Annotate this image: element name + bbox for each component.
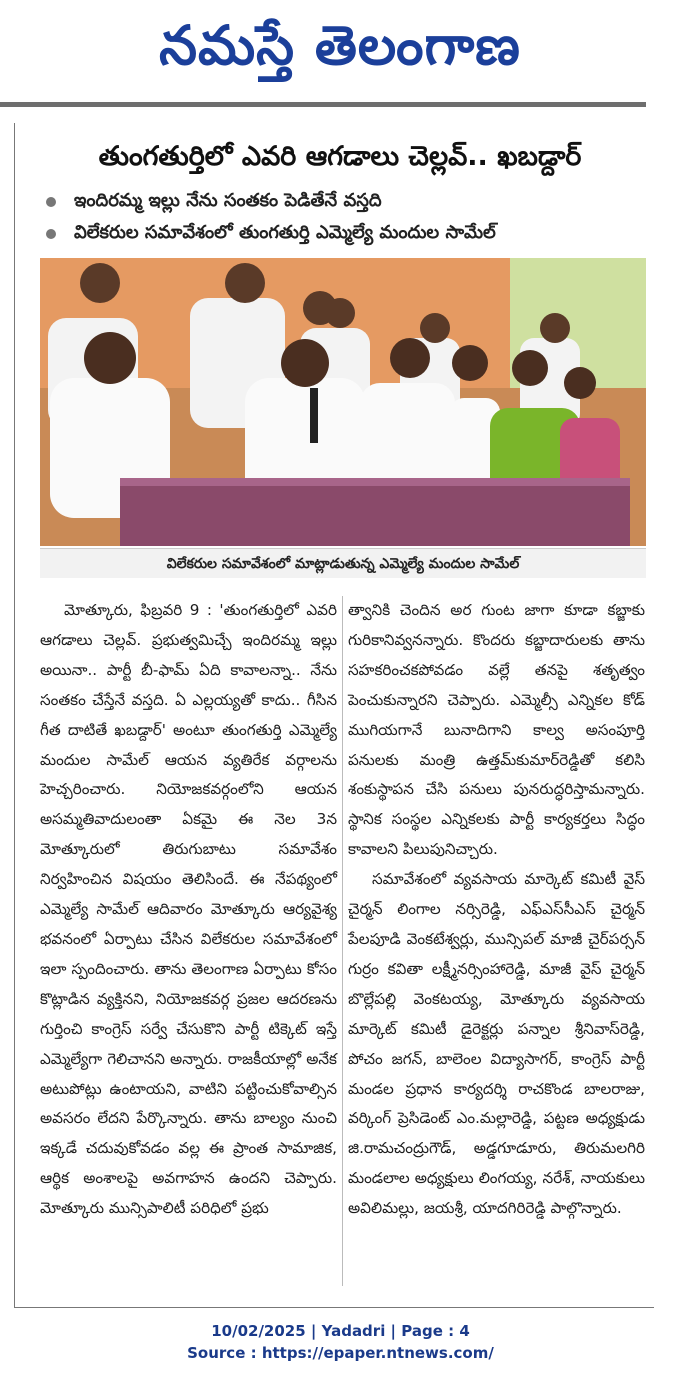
subheading-text: విలేకరుల సమావేశంలో తుంగతుర్తి ఎమ్మెల్యే మందుల సామేల్: [74, 221, 496, 243]
press-meet-illustration: [40, 258, 646, 546]
bullet-icon: [46, 229, 56, 239]
newspaper-logo: నమస్తే తెలంగాణ: [159, 14, 521, 77]
press-meet-photo: [40, 258, 646, 546]
column-divider: [342, 596, 343, 1286]
article-column-left: [40, 596, 337, 1224]
page-footer: [0, 1320, 681, 1364]
article-headline: తుంగతుర్తిలో ఎవరి ఆగడాలు చెల్లవ్.. ఖబడ్దార్: [98, 141, 582, 172]
photo-caption: విలేకరుల సమావేశంలో మాట్లాడుతున్న ఎమ్మెల్యే మందుల సామేల్: [40, 548, 646, 578]
masthead: [0, 0, 681, 104]
source-link[interactable]: Source : https://epaper.ntnews.com/: [187, 1344, 494, 1362]
article-paragraph: మోత్కూరు, ఫిబ్రవరి 9 : 'తుంగతుర్తిలో ఎవరి ఆగడాలు చెల్లవ్. ప్రభుత్వమిచ్చే ఇందిరమ్మ ఇల్లు అయినా.. పార్టీ బీ-ఫామ్ ఏది కావాలన్నా.. నేను సంతకం చేస్తేనే వస్తది. ఏ ఎల్లయ్యతో కాదు.. గీసిన గీత దాటితే ఖబడ్దార్' అంటూ తుంగతుర్తి ఎమ్మెల్యే మందుల సామేల్ ఆయన వ్యతిరేక వర్గాలను హెచ్చరించారు. నియోజకవర్గంలోని ఆయన అసమ్మతివాదులంతా ఏకమై ఈ నెల 3న మోత్కూరులో తిరుగుబాటు సమావేశం నిర్వహించిన విషయం తెలిసిందే. ఈ నేపథ్యంలో ఎమ్మెల్యే సామేల్ ఆదివారం మోత్కూరు ఆర్యవైశ్య భవనంలో ఏర్పాటు చేసిన విలేకరుల సమావేశంలో ఇలా స్పందించారు. తాను తెలంగాణ ఏర్పాటు కోసం కొట్లాడిన వ్యక్తినని, నియోజకవర్గ ప్రజల ఆదరణను గుర్తించి కాంగ్రెస్ సర్వే చేసుకొని పార్టీ టిక్కెట్ ఇస్తే ఎమ్మెల్యేగా గెలిచానని అన్నారు. రాజకీయాల్లో అనేక అటుపోట్లు ఉంటాయని, వాటిని పట్టించుకోవాల్సిన అవసరం లేదని పేర్కొన్నారు. తాను బాల్యం నుంచి ఇక్కడే చదువుకోవడం వల్ల ఈ ప్రాంత సామాజిక, ఆర్థిక అంశాలపై అవగాహన ఉందని చెప్పారు. మోత్కూరు మున్సిపాలిటీ పరిధిలో ప్రభు: [40, 601, 337, 1218]
article-paragraph: త్వానికి చెందిన అర గుంట జాగా కూడా కబ్జాకు గురికానివ్వనన్నారు. కొందరు కబ్జాదారులకు తాను సహకరించకపోవడం వల్లే తనపై శతృత్వం పెంచుకున్నారని చెప్పారు. ఎమ్మెల్సీ ఎన్నికల కోడ్ ముగియగానే బునాదిగాని కాల్వ అసంపూర్తి పనులకు మంత్రి ఉత్తమ్‌కుమార్‌రెడ్డితో కలిసి శంకుస్థాపన చేసి పనులు పునరుద్ధరిస్తామన్నారు. స్థానిక సంస్థల ఎన్నికలకు పార్టీ కార్యకర్తలు సిద్ధం కావాలని పిలుపునిచ్చారు.: [348, 601, 645, 859]
article-column-right: [348, 596, 645, 1224]
bullet-icon: [46, 197, 56, 207]
subheading-list: [40, 186, 640, 250]
masthead-rule: [0, 102, 646, 107]
edition-info: 10/02/2025 | Yadadri | Page : 4: [211, 1322, 470, 1340]
article-paragraph: సమావేశంలో వ్యవసాయ మార్కెట్ కమిటీ వైస్ చైర్మన్ లింగాల నర్సిరెడ్డి, ఎఫ్‌ఎస్‌సీఎస్ చైర్మన్ పేలపూడి వెంకటేశ్వర్లు, మున్సిపల్ మాజీ చైర్‌పర్సన్ గుర్రం కవితా లక్ష్మీనర్సింహారెడ్డి, మాజీ వైస్ చైర్మన్ బొల్లేపల్లి వెంకటయ్య, మోత్కూరు వ్యవసాయ మార్కెట్ కమిటీ డైరెక్టర్లు పన్నాల శ్రీనివాస్‌రెడ్డి, పోచం జగన్, బాలెంల విద్యాసాగర్, కాంగ్రెస్ పార్టీ మండల ప్రధాన కార్యదర్శి రాచకొండ బాలరాజు, వర్కింగ్ ప్రెసిడెంట్ ఎం.మల్లారెడ్డి, పట్టణ అధ్యక్షుడు జి.రామచంద్రుగౌడ్, అడ్డగూడూరు, తిరుమలగిరి మండలాల అధ్యక్షులు లింగయ్య, నరేశ్, నాయకులు అవిలిమల్లు, జయశ్రీ, యాదగిరిరెడ్డి పాల్గొన్నారు.: [348, 870, 645, 1218]
subheading-text: ఇందిరమ్మ ఇల్లు నేను సంతకం పెడితేనే వస్తది: [74, 189, 382, 211]
subheading-bullet: [40, 186, 640, 218]
subheading-bullet: [40, 218, 640, 250]
